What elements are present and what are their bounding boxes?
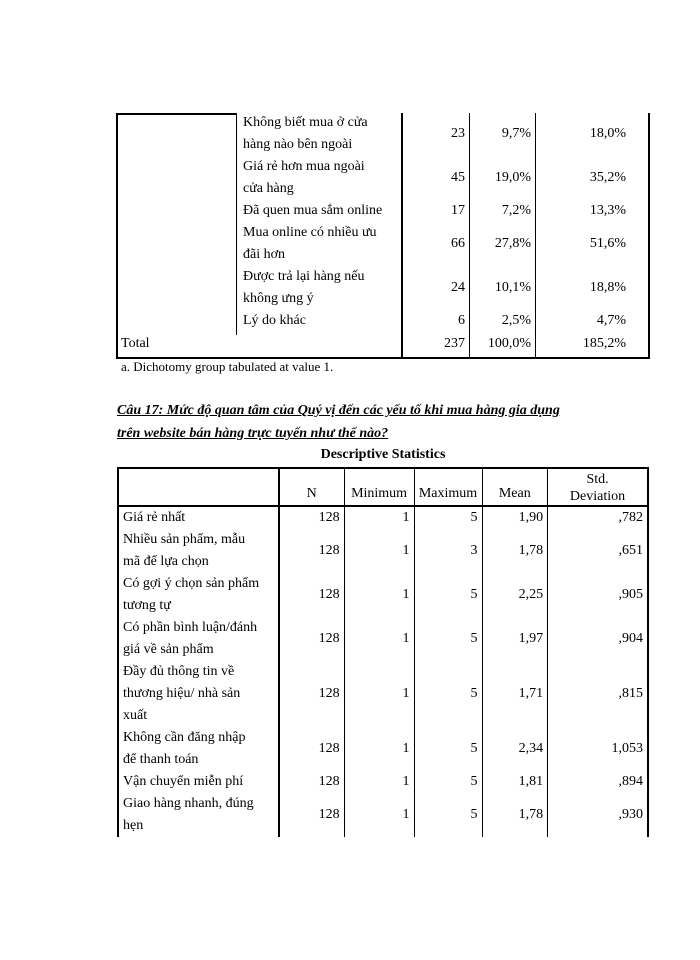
desc-row-max: 3 xyxy=(414,529,482,573)
top-row-n: 17 xyxy=(451,203,465,218)
top-table-label-divider xyxy=(236,113,237,335)
top-row-pct: 7,2% xyxy=(501,203,531,218)
header-minimum: Minimum xyxy=(344,468,414,506)
top-row-label: đãi hơn xyxy=(243,247,286,262)
total-label: Total xyxy=(121,336,150,351)
descriptive-statistics-table xyxy=(117,467,649,837)
desc-row-min: 1 xyxy=(344,661,414,727)
footnote: a. Dichotomy group tabulated at value 1. xyxy=(121,359,334,374)
desc-row-sd: ,782 xyxy=(548,506,648,529)
top-row-n: 45 xyxy=(451,170,465,185)
desc-row-label: Giao hàng nhanh, đúng hẹn xyxy=(118,793,279,837)
desc-row-sd: ,930 xyxy=(548,793,648,837)
desc-row-min: 1 xyxy=(344,529,414,573)
desc-row-mean: 1,78 xyxy=(482,793,548,837)
top-row-label: hàng nào bên ngoài xyxy=(243,137,353,152)
desc-row xyxy=(118,727,648,771)
desc-row-max: 5 xyxy=(414,661,482,727)
top-row-label: Giá rẻ hơn mua ngoài xyxy=(243,159,365,174)
question-heading-line1: Câu 17: Mức độ quan tâm của Quý vị đến các yếu tố khi mua hàng gia dụng xyxy=(117,403,560,418)
header-std-line1: Std. xyxy=(586,472,609,487)
top-row-n: 66 xyxy=(451,236,465,251)
desc-row-max: 5 xyxy=(414,573,482,617)
desc-row xyxy=(118,617,648,661)
desc-row-n: 128 xyxy=(279,529,344,573)
top-row-pct: 19,0% xyxy=(494,170,531,185)
desc-row xyxy=(118,573,648,617)
desc-row-sd: ,904 xyxy=(548,617,648,661)
desc-row-mean: 1,71 xyxy=(482,661,548,727)
top-row-pct-cases: 13,3% xyxy=(589,203,626,218)
desc-row-sd: ,905 xyxy=(548,573,648,617)
desc-row-label: Có phần bình luận/đánh giá về sản phẩm xyxy=(118,617,279,661)
desc-row-label: Vận chuyển miễn phí xyxy=(118,771,279,793)
desc-row xyxy=(118,771,648,793)
top-row-pct-cases: 18,8% xyxy=(589,280,626,295)
desc-row-min: 1 xyxy=(344,573,414,617)
desc-row-max: 5 xyxy=(414,617,482,661)
header-n: N xyxy=(279,468,344,506)
desc-row xyxy=(118,793,648,837)
desc-row xyxy=(118,506,648,529)
desc-row-max: 5 xyxy=(414,793,482,837)
top-row-n: 6 xyxy=(458,313,465,328)
desc-row-mean: 1,78 xyxy=(482,529,548,573)
top-row-pct: 2,5% xyxy=(501,313,531,328)
desc-row-min: 1 xyxy=(344,727,414,771)
top-row-label: Được trả lại hàng nếu xyxy=(243,269,365,284)
desc-row-n: 128 xyxy=(279,617,344,661)
desc-row-mean: 2,25 xyxy=(482,573,548,617)
desc-row-sd: ,894 xyxy=(548,771,648,793)
top-row-pct: 27,8% xyxy=(494,236,531,251)
desc-row-sd: ,815 xyxy=(548,661,648,727)
top-row-pct-cases: 4,7% xyxy=(596,313,626,328)
header-mean: Mean xyxy=(482,468,548,506)
desc-row-n: 128 xyxy=(279,771,344,793)
desc-row-max: 5 xyxy=(414,506,482,529)
top-row-n: 24 xyxy=(451,280,465,295)
desc-row xyxy=(118,661,648,727)
top-row-pct-cases: 51,6% xyxy=(589,236,626,251)
top-row-pct: 9,7% xyxy=(501,126,531,141)
top-row-label: Đã quen mua sắm online xyxy=(243,203,383,218)
desc-row-sd: ,651 xyxy=(548,529,648,573)
desc-row-mean: 2,34 xyxy=(482,727,548,771)
desc-row-sd: 1,053 xyxy=(548,727,648,771)
total-n: 237 xyxy=(444,336,465,351)
desc-row-min: 1 xyxy=(344,506,414,529)
desc-row-label: Không cần đăng nhập để thanh toán xyxy=(118,727,279,771)
desc-row-n: 128 xyxy=(279,793,344,837)
desc-row-min: 1 xyxy=(344,617,414,661)
desc-row-n: 128 xyxy=(279,506,344,529)
top-row-label: Không biết mua ở cửa xyxy=(243,115,368,130)
desc-row xyxy=(118,529,648,573)
top-row-pct-cases: 35,2% xyxy=(589,170,626,185)
header-maximum: Maximum xyxy=(414,468,482,506)
desc-stats-title: Descriptive Statistics xyxy=(320,447,446,462)
total-pct-cases: 185,2% xyxy=(582,336,626,351)
desc-row-max: 5 xyxy=(414,727,482,771)
desc-row-mean: 1,90 xyxy=(482,506,548,529)
desc-row-mean: 1,81 xyxy=(482,771,548,793)
desc-header-row xyxy=(118,468,648,506)
desc-row-label: Giá rẻ nhất xyxy=(118,506,279,529)
desc-row-n: 128 xyxy=(279,727,344,771)
question-heading-line2: trên website bán hàng trực tuyến như thế nào? xyxy=(117,426,389,441)
desc-row-label: Đầy đủ thông tin về thương hiệu/ nhà sản xuất xyxy=(118,661,279,727)
desc-row-label: Nhiều sản phẩm, mẫu mã để lựa chọn xyxy=(118,529,279,573)
header-std-line2: Deviation xyxy=(569,489,626,504)
header-empty xyxy=(118,468,279,506)
top-row-pct-cases: 18,0% xyxy=(589,126,626,141)
desc-row-min: 1 xyxy=(344,771,414,793)
top-table-left-border xyxy=(116,113,118,358)
top-row-label: cửa hàng xyxy=(243,181,294,196)
top-row-n: 23 xyxy=(451,126,465,141)
top-row-label: không ưng ý xyxy=(243,291,314,306)
top-table-right-border xyxy=(648,113,650,358)
desc-row-max: 5 xyxy=(414,771,482,793)
top-row-label: Lý do khác xyxy=(243,313,306,328)
desc-row-label: Có gợi ý chọn sản phẩm tương tự xyxy=(118,573,279,617)
top-row-label: Mua online có nhiều ưu xyxy=(243,225,377,240)
desc-row-min: 1 xyxy=(344,793,414,837)
top-row-pct: 10,1% xyxy=(494,280,531,295)
desc-row-n: 128 xyxy=(279,573,344,617)
header-std-deviation xyxy=(548,468,648,506)
desc-row-mean: 1,97 xyxy=(482,617,548,661)
desc-row-n: 128 xyxy=(279,661,344,727)
top-table-top-border xyxy=(116,113,237,115)
total-pct: 100,0% xyxy=(487,336,531,351)
